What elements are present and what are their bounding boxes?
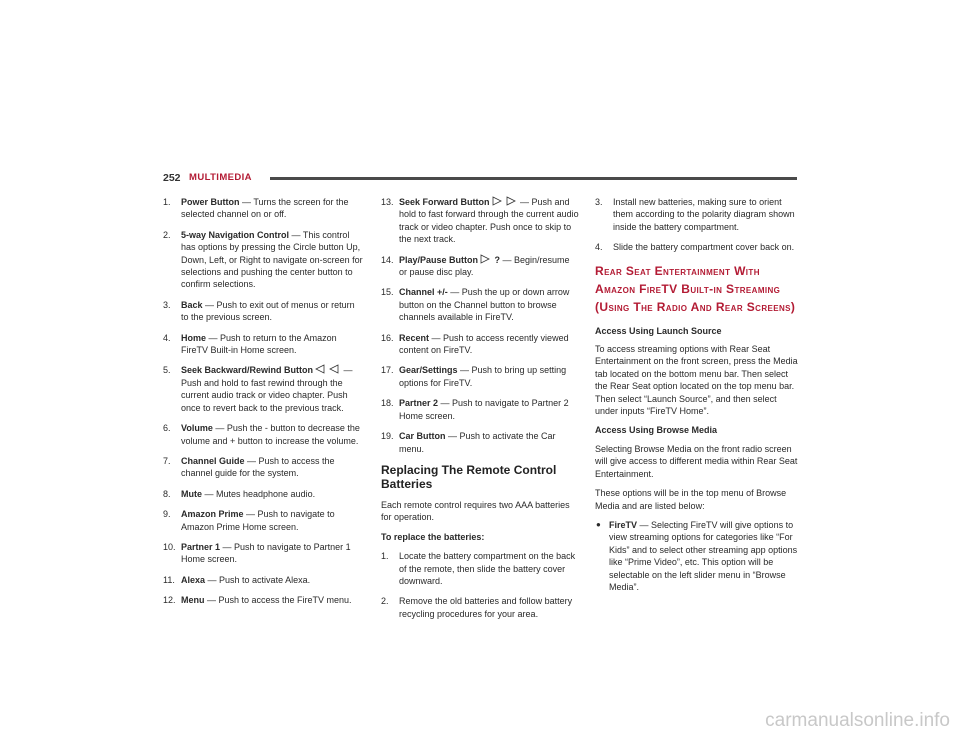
list-item: 5. Seek Backward/Rewind Button — Push and hold to fast rewind through the current audio track or video chapter. Push once to revert back to the previous track. (163, 365, 353, 413)
section-heading: Replacing The Remote Control Batteries (381, 462, 557, 491)
list-item: 10. Partner 1 — Push to navigate to Partner 1 Home screen. (163, 541, 351, 565)
paragraph: Each remote control requires two AAA batteries for operation. (381, 499, 570, 523)
header-rule (270, 177, 797, 180)
list-item: 19. Car Button — Push to activate the Car menu. (381, 431, 556, 454)
section-heading: Rear Seat Entertainment With Amazon FireTV Built-in Streaming (Using The Radio And Rear Screens) (595, 263, 796, 314)
list-item: 3. Back — Push to exit out of menus or return to the previous screen. (163, 299, 355, 323)
list-item: 9. Amazon Prime — Push to navigate to Amazon Prime Home screen. (163, 509, 335, 532)
right-column (595, 196, 798, 600)
subheading: Access Using Browse Media (595, 425, 718, 436)
paragraph: These options will be in the top menu of Browse Media and are listed below: (595, 488, 787, 511)
bullet-item: ● FireTV — Selecting FireTV will give options to view streaming options for categories like “For Kids” and to select other streaming app options like “Prime Video”, etc. This option will be selectable on the left slider menu in “Browse Media”. (596, 519, 798, 592)
play-icon (480, 254, 490, 264)
subheading: Access Using Launch Source (595, 325, 722, 336)
list-item: 2. 5-way Navigation Control — This control has options by pressing the Circle button Up, Down, Left, or Right to navigate on-screen for selections and pushing the center button to confirm selections. (163, 229, 363, 290)
fast-forward-icon (492, 196, 502, 206)
list-item: 4. Slide the battery compartment cover back on. (595, 242, 795, 253)
section-title: MULTIMEDIA (189, 172, 252, 183)
page-number: 252 (163, 172, 181, 184)
list-item: 14. Play/Pause Button ? — Begin/resume or pause disc play. (381, 254, 570, 278)
list-item: 1. Locate the battery compartment on the back of the remote, then slide the battery cover downward. (381, 551, 576, 586)
list-item: 11. Alexa — Push to activate Alexa. (163, 574, 311, 585)
rewind-icon (329, 364, 339, 374)
list-item: 13. Seek Forward Button — Push and hold to fast forward through the current audio track or video chapter. Push once to skip to the next track. (381, 197, 579, 245)
paragraph: To access streaming options with Rear Seat Entertainment on the front screen, press the Media tab located on the bottom menu bar. Then select the Rear Seat option located on the top menu bar. Then select “Launch Source”, and then select under inputs “FireTV Home”. (595, 344, 798, 417)
list-item: 8. Mute — Mutes headphone audio. (163, 488, 316, 499)
subheading: To replace the batteries: (381, 531, 485, 542)
bullet-icon: ● (596, 519, 601, 529)
middle-column (381, 196, 579, 628)
list-item: 15. Channel +/- — Push the up or down arrow button on the Channel button to browse channels available in FireTV. (381, 287, 570, 323)
list-item: 1. Power Button — Turns the screen for the selected channel on or off. (163, 197, 349, 220)
page-header (163, 172, 797, 188)
rewind-icon (315, 364, 325, 374)
list-item: 4. Home — Push to return to the Amazon FireTV Built-in Home screen. (163, 332, 337, 356)
list-item: 17. Gear/Settings — Push to bring up setting options for FireTV. (381, 365, 567, 388)
list-item: 16. Recent — Push to access recently viewed content on FireTV. (381, 332, 569, 356)
fast-forward-icon (506, 196, 516, 206)
list-item: 3. Install new batteries, making sure to orient them according to the polarity diagram shown inside the battery compartment. (595, 197, 795, 232)
list-item: 12. Menu — Push to access the FireTV menu. (163, 595, 352, 606)
list-item: 2. Remove the old batteries and follow battery recycling procedures for your area. (381, 596, 573, 619)
left-column (163, 196, 363, 615)
watermark: carmanualsonline.info (765, 710, 950, 731)
list-item: 7. Channel Guide — Push to access the channel guide for the system. (163, 455, 335, 479)
list-item: 18. Partner 2 — Push to navigate to Partner 2 Home screen. (381, 398, 569, 421)
list-item: 6. Volume — Push the - button to decrease the volume and + button to increase the volume. (163, 423, 360, 446)
paragraph: Selecting Browse Media on the front radio screen will give access to different media within Rear Seat Entertainment. (595, 443, 798, 479)
